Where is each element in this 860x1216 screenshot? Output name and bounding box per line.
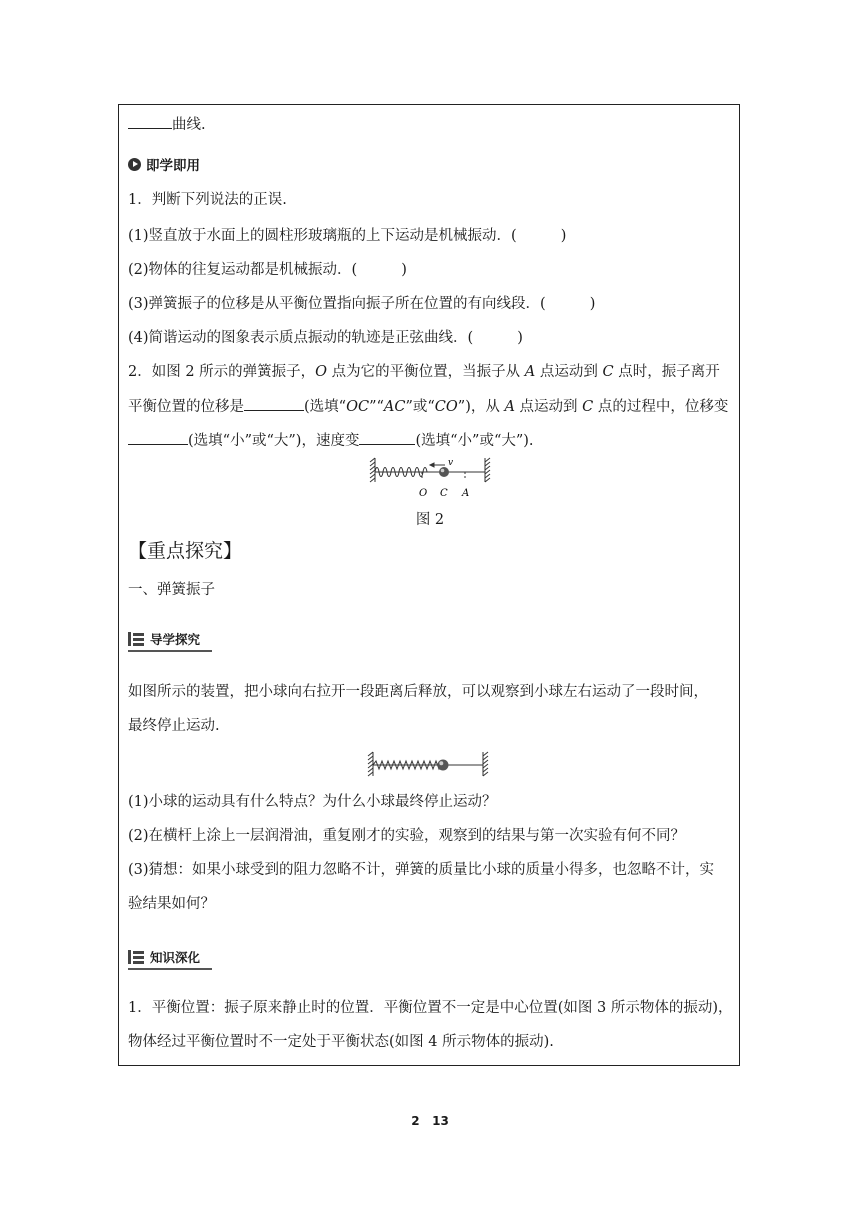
close-paren: )	[401, 262, 407, 278]
quick-use-label: 即学即用	[146, 158, 200, 174]
close-paren: )	[517, 330, 523, 346]
question-2-line-2	[128, 396, 728, 417]
question-1-item-2	[128, 260, 407, 280]
fill-blank[interactable]	[359, 430, 415, 445]
deepen-line-2: 物体经过平衡位置时不一定处于平衡状态(如图 4 所示物体的振动).	[128, 1034, 554, 1050]
list-icon	[128, 950, 144, 964]
q2-text: (选填“小”或“大”)，速度变	[188, 433, 360, 449]
option-oc: OC	[346, 399, 370, 415]
question-2-line-3	[128, 430, 534, 451]
question-1-item-1	[128, 226, 566, 246]
list-icon	[128, 632, 144, 646]
question-1-stem: 1．判断下列说法的正误.	[128, 192, 287, 208]
q2-text: ”“	[369, 399, 384, 415]
q2-text: 平衡位置的位移是	[128, 399, 244, 415]
q2-text: 点的过程中，位移变	[593, 399, 729, 415]
q2-text: 点运动到	[514, 399, 583, 415]
left-wall-hatch	[368, 752, 373, 776]
item-text: (3)弹簧振子的位移是从平衡位置指向振子所在位置的有向线段．(	[128, 296, 546, 312]
fill-blank[interactable]	[128, 114, 172, 129]
item-text: (1)竖直放于水面上的圆柱形玻璃瓶的上下运动是机械振动．(	[128, 228, 517, 244]
item-text: (4)简谐运动的图象表示质点振动的轨迹是正弦曲线．(	[128, 330, 474, 346]
spring-apparatus-figure	[366, 750, 490, 780]
guided-question-2: (2)在横杆上涂上一层润滑油，重复刚才的实验，观察到的结果与第一次实验有何不同？	[128, 828, 686, 844]
quick-use-heading	[128, 154, 200, 174]
ball-highlight	[439, 761, 443, 765]
guided-inquiry-label: 导学探究	[150, 632, 201, 647]
figure-2-caption: 图 2	[415, 512, 445, 528]
q2-text: 点为它的平衡位置，当振子从	[327, 364, 525, 380]
close-paren: )	[589, 296, 596, 312]
arrow-head	[430, 463, 434, 467]
point-o: O	[315, 364, 328, 380]
q2-text: ”或“	[405, 399, 435, 415]
right-wall-hatch	[483, 752, 488, 776]
question-1-item-4	[128, 328, 523, 348]
fill-blank[interactable]	[244, 396, 304, 411]
close-paren: )	[560, 228, 567, 244]
play-circle-icon	[128, 158, 141, 171]
guided-question-3: (3)猜想：如果小球受到的阻力忽略不计，弹簧的质量比小球的质量小得多，也忽略不计，实	[128, 862, 715, 878]
fill-blank[interactable]	[128, 430, 188, 445]
question-1-item-3	[128, 294, 595, 314]
option-ac: AC	[383, 399, 406, 415]
label-c: C	[440, 488, 448, 499]
q2-text: 点运动到	[535, 364, 603, 380]
guided-intro-line-1: 如图所示的装置，把小球向右拉开一段距离后释放，可以观察到小球左右运动了一段时间，	[128, 684, 708, 700]
label-a: A	[462, 488, 470, 499]
guided-question-1: (1)小球的运动具有什么特点？为什么小球最终停止运动？	[128, 794, 497, 810]
ball	[439, 467, 449, 477]
subsection-spring-oscillator: 一、弹簧振子	[128, 582, 215, 598]
q2-text: ”)，从	[457, 399, 505, 415]
guided-question-3-cont: 验结果如何？	[128, 896, 215, 912]
knowledge-deepening-label: 知识深化	[150, 950, 201, 965]
ball-highlight	[441, 469, 445, 473]
guided-intro-line-2: 最终停止运动.	[128, 718, 220, 734]
deepen-line-1: 1．平衡位置：振子原来静止时的位置．平衡位置不一定是中心位置(如图 3 所示物体的振动)，	[128, 1000, 733, 1016]
point-a: A	[504, 399, 515, 415]
page-number	[0, 1114, 860, 1128]
knowledge-deepening-banner	[128, 948, 212, 970]
q2-text: (选填“	[304, 399, 347, 415]
curve-text: 曲线.	[172, 117, 206, 133]
ball	[438, 760, 449, 771]
figure-2-spring-oscillator	[368, 454, 492, 502]
guided-inquiry-banner	[128, 630, 212, 652]
point-c: C	[582, 399, 594, 415]
point-a: A	[524, 364, 536, 380]
page-current: 2	[411, 1114, 420, 1128]
q2-text: (选填“小”或“大”).	[415, 433, 534, 449]
section-title-key-inquiry: 【重点探究】	[128, 540, 243, 562]
q2-text: 点时，振子离开	[613, 364, 720, 380]
left-wall-hatch	[370, 458, 375, 482]
label-o: O	[419, 488, 428, 499]
option-co: CO	[434, 399, 458, 415]
page-total: 13	[432, 1114, 449, 1128]
point-c: C	[602, 364, 614, 380]
q2-text: 2．如图 2 所示的弹簧振子，	[128, 364, 316, 380]
label-v: v	[448, 458, 454, 468]
right-wall-hatch	[485, 458, 490, 482]
question-2-line-1	[128, 362, 720, 382]
answer-line-curve	[128, 114, 206, 135]
item-text: (2)物体的往复运动都是机械振动．(	[128, 262, 358, 278]
